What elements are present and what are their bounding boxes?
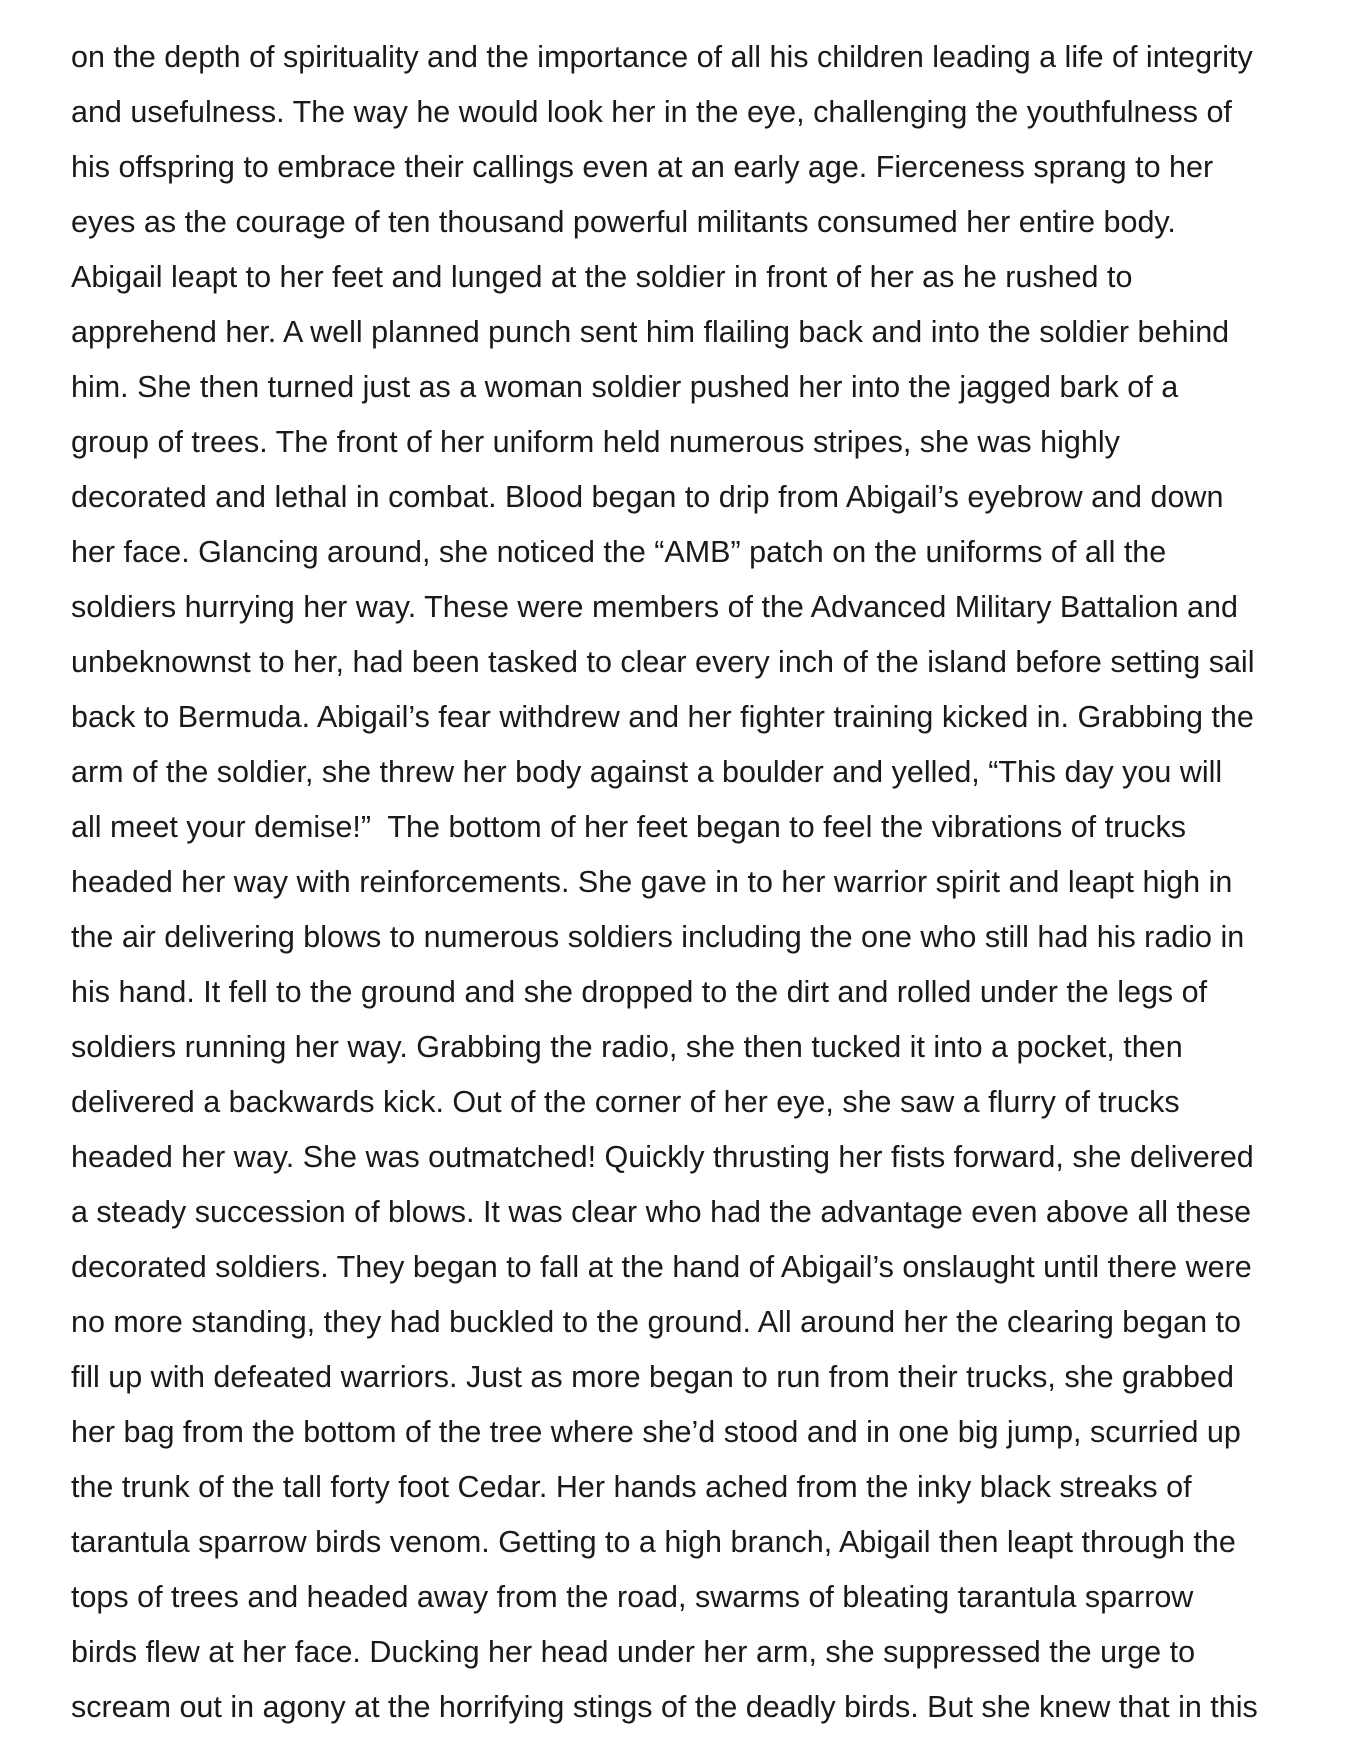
text-line: all meet your demise!” The bottom of her feet began to feel the vibrations of trucks [71,810,1186,844]
text-line: birds flew at her face. Ducking her head under her arm, she suppressed the urge to [71,1635,1196,1669]
text-line: unbeknownst to her, had been tasked to clear every inch of the island before setting sail [71,645,1255,679]
text-line: the trunk of the tall forty foot Cedar. Her hands ached from the inky black streaks of [71,1470,1192,1504]
text-line: back to Bermuda. Abigail’s fear withdrew and her fighter training kicked in. Grabbing the [71,700,1254,734]
text-line: soldiers running her way. Grabbing the radio, she then tucked it into a pocket, then [71,1030,1183,1064]
text-line: apprehend her. A well planned punch sent him flailing back and into the soldier behind [71,315,1230,349]
text-line: a steady succession of blows. It was clear who had the advantage even above all these [71,1195,1252,1229]
text-line: and usefulness. The way he would look her in the eye, challenging the youthfulness of [71,95,1232,129]
body-text [71,30,1351,1735]
text-line: decorated soldiers. They began to fall at the hand of Abigail’s onslaught until there were [71,1250,1252,1284]
text-line: eyes as the courage of ten thousand powerful militants consumed her entire body. [71,205,1176,239]
text-line: delivered a backwards kick. Out of the corner of her eye, she saw a flurry of trucks [71,1085,1180,1119]
text-line: tarantula sparrow birds venom. Getting to a high branch, Abigail then leapt through the [71,1525,1236,1559]
text-line: soldiers hurrying her way. These were members of the Advanced Military Battalion and [71,590,1238,624]
text-line: tops of trees and headed away from the road, swarms of bleating tarantula sparrow [71,1580,1194,1614]
text-line: her face. Glancing around, she noticed the “AMB” patch on the uniforms of all the [71,535,1167,569]
text-line: group of trees. The front of her uniform held numerous stripes, she was highly [71,425,1120,459]
text-line: on the depth of spirituality and the importance of all his children leading a life of integrity [71,40,1253,74]
text-line: headed her way with reinforcements. She gave in to her warrior spirit and leapt high in [71,865,1233,899]
text-line: scream out in agony at the horrifying stings of the deadly birds. But she knew that in this [71,1690,1258,1724]
text-line: arm of the soldier, she threw her body against a boulder and yelled, “This day you will [71,755,1223,789]
text-line: decorated and lethal in combat. Blood began to drip from Abigail’s eyebrow and down [71,480,1224,514]
text-line: his offspring to embrace their callings even at an early age. Fierceness sprang to her [71,150,1214,184]
text-line: headed her way. She was outmatched! Quickly thrusting her fists forward, she delivered [71,1140,1254,1174]
text-line: her bag from the bottom of the tree where she’d stood and in one big jump, scurried up [71,1415,1241,1449]
text-line: him. She then turned just as a woman soldier pushed her into the jagged bark of a [71,370,1179,404]
text-line: no more standing, they had buckled to the ground. All around her the clearing began to [71,1305,1241,1339]
text-line: his hand. It fell to the ground and she dropped to the dirt and rolled under the legs of [71,975,1208,1009]
text-line: fill up with defeated warriors. Just as more began to run from their trucks, she grabbed [71,1360,1234,1394]
text-line: Abigail leapt to her feet and lunged at the soldier in front of her as he rushed to [71,260,1133,294]
text-line: the air delivering blows to numerous soldiers including the one who still had his radio in [71,920,1245,954]
